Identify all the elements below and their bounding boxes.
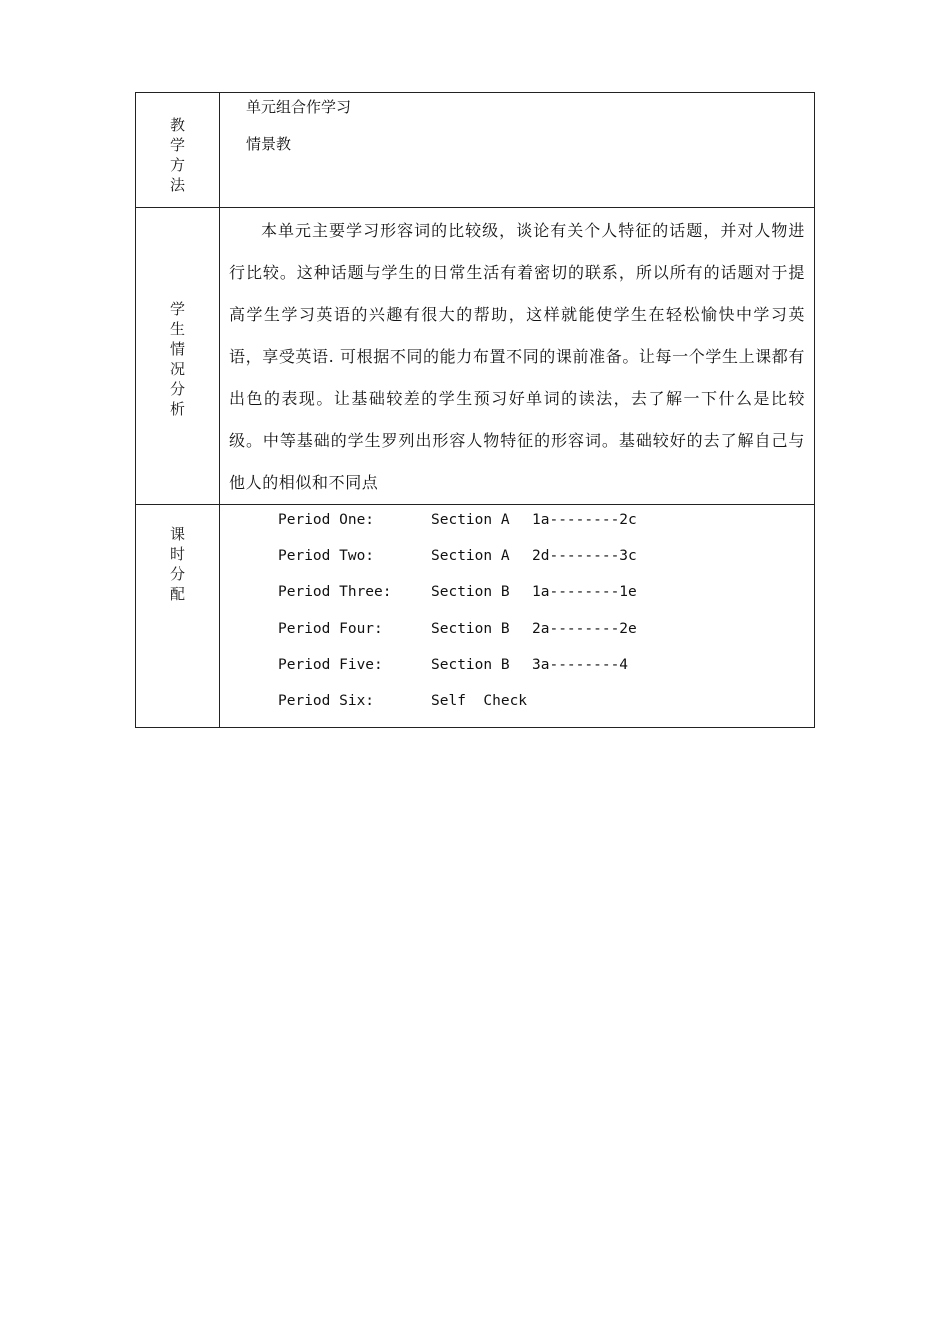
period-allocation-label-cell [136,505,220,728]
student-analysis-text: 本单元主要学习形容词的比较级，谈论有关个人特征的话题，并对人物进行比较。这种话题与学生的日常生活有着密切的联系，所以所有的话题对于提高学生学习英语的兴趣有很大的帮助，这样就能使学生在轻松愉快中学习英语，享受英语. 可根据不同的能力布置不同的课前准备。让每一个学生上课都有出色的表现。让基础较差的学生预习好单词的读法，去了解一下什么是比较级。中等基础的学生罗列出形容人物特征的形容词。基础较好的去了解自己与他人的相似和不同点 [229,221,805,492]
teaching-method-content [220,93,815,208]
period-name: Period Two: [278,548,375,565]
period-item [278,655,814,691]
period-allocation-label: 课时分配 [169,525,185,603]
lesson-plan-table [135,92,815,728]
period-allocation-content [220,505,815,728]
period-name: Period Five: [278,656,383,673]
student-analysis-content [220,208,815,505]
period-range: 1a--------2c [532,512,637,528]
period-section: Section A [431,548,510,565]
period-item [278,510,814,546]
student-analysis-row [136,208,815,505]
student-analysis-label-cell [136,208,220,505]
period-section: Section B [431,656,510,673]
period-range: 1a--------1e [532,584,637,601]
teaching-method-label-cell [136,93,220,208]
method-line-2: 情景教 [246,135,292,153]
period-range: 2d--------3c [532,548,637,565]
period-item [278,691,814,727]
student-analysis-label: 学生情况分析 [169,300,185,418]
period-range: 2a--------2e [532,620,637,637]
teaching-method-label: 教学方法 [169,116,185,194]
method-line-1: 单元组合作学习 [246,98,352,116]
period-name: Period One: [278,512,375,528]
period-section: Section B [431,620,510,637]
period-item [278,546,814,582]
period-item [278,582,814,618]
period-name: Period Three: [278,584,392,601]
period-list [278,510,814,727]
period-section: Section A [431,512,510,528]
period-name: Period Six: [278,692,375,709]
period-range: 3a--------4 [532,656,629,673]
teaching-method-row [136,93,815,208]
period-section: Section B [431,584,510,601]
period-section: Self Check [431,692,528,709]
period-item [278,619,814,655]
period-allocation-row [136,505,815,728]
period-name: Period Four: [278,620,383,637]
